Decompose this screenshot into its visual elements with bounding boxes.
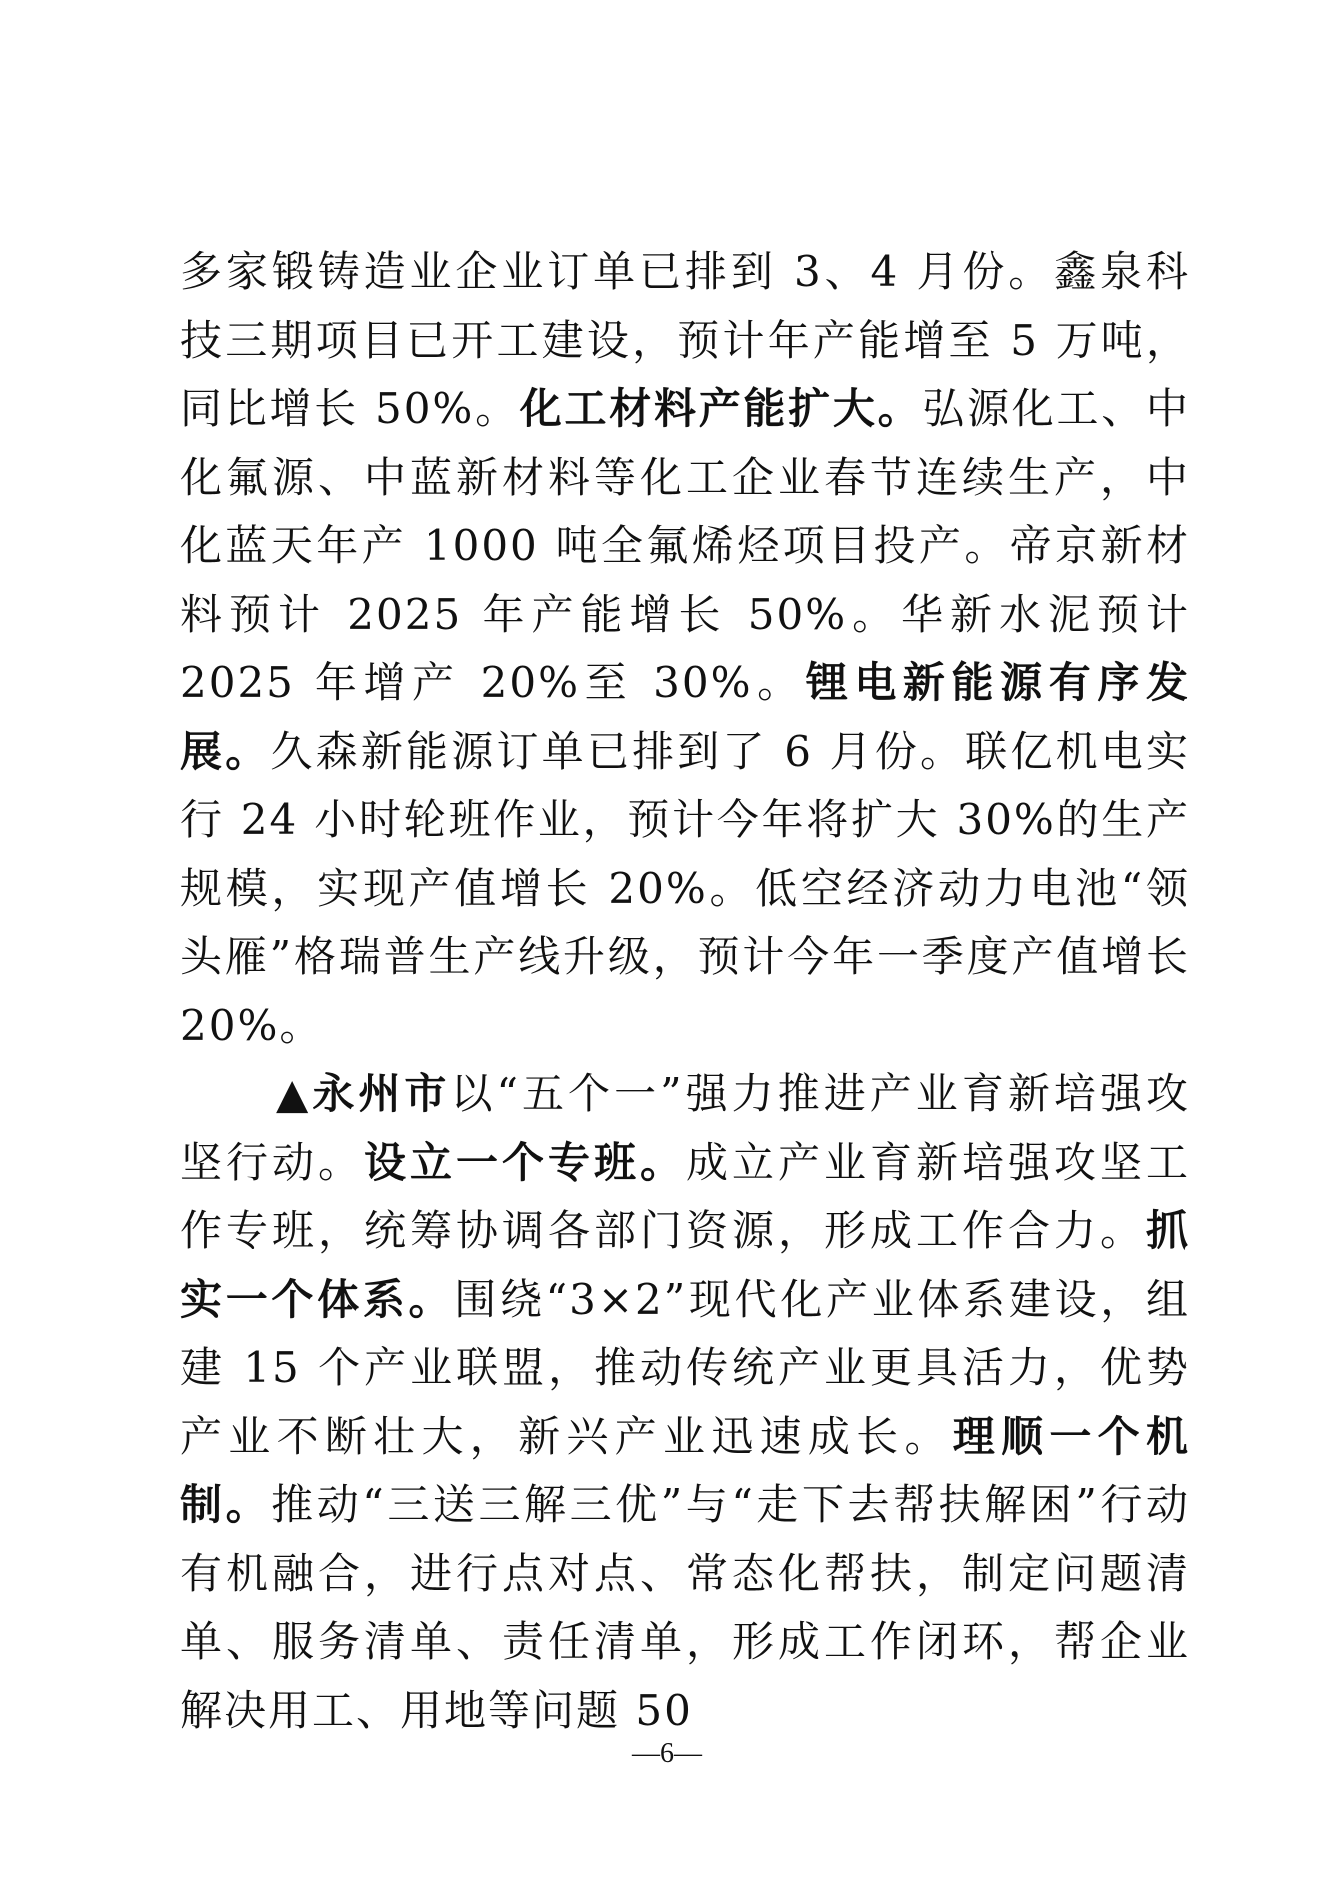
text-segment: 以“五个一”强力推进产业育新培强攻坚行动。 — [180, 1069, 1190, 1187]
text-segment: 久森新能源订单已排到了 6 月份。联亿机电实行 24 小时轮班作业，预计今年将扩大 30%的生产规模，实现产值增长 20%。低空经济动力电池“领头雁”格瑞普生产线升级，预计今年一季度产值增长 20%。 — [180, 726, 1190, 1050]
body-text — [180, 238, 1190, 1745]
bold-heading-system: 抓实一个体系。 — [180, 1206, 1190, 1324]
paragraph-2 — [180, 1060, 1190, 1745]
text-segment: 推动“三送三解三优”与“走下去帮扶解困”行动有机融合，进行点对点、常态化帮扶，制定问题清单、服务清单、责任清单，形成工作闭环，帮企业解决用工、用地等问题 50 — [180, 1480, 1190, 1735]
bold-heading-chemical: 化工材料产能扩大。 — [519, 384, 923, 433]
bold-heading-mechanism: 理顺一个机制。 — [180, 1411, 1190, 1529]
text-segment: 围绕“3×2”现代化产业体系建设，组建 15 个产业联盟，推动传统产业更具活力，优势产业不断壮大，新兴产业迅速成长。 — [180, 1274, 1190, 1461]
text-segment: 成立产业育新培强攻坚工作专班，统筹协调各部门资源，形成工作合力。 — [180, 1137, 1190, 1255]
paragraph-1 — [180, 238, 1190, 1060]
bold-heading-special-team: 设立一个专班。 — [364, 1137, 686, 1187]
bold-heading-lithium: 锂电新能源有序发展。 — [180, 658, 1190, 776]
text-segment: 弘源化工、中化氟源、中蓝新材料等化工企业春节连续生产，中化蓝天年产 1000 吨全氟烯烃项目投产。帝京新材料预计 2025 年产能增长 50%。华新水泥预计 2025 年增产 20%至 30%。 — [180, 384, 1190, 707]
page-number: —6— — [632, 1738, 702, 1769]
text-segment: 多家锻铸造业企业订单已排到 3、4 月份。鑫泉科技三期项目已开工建设，预计年产能增至 5 万吨，同比增长 50%。 — [180, 247, 1190, 433]
bold-heading-yongzhou: ▲永州市 — [276, 1069, 451, 1118]
